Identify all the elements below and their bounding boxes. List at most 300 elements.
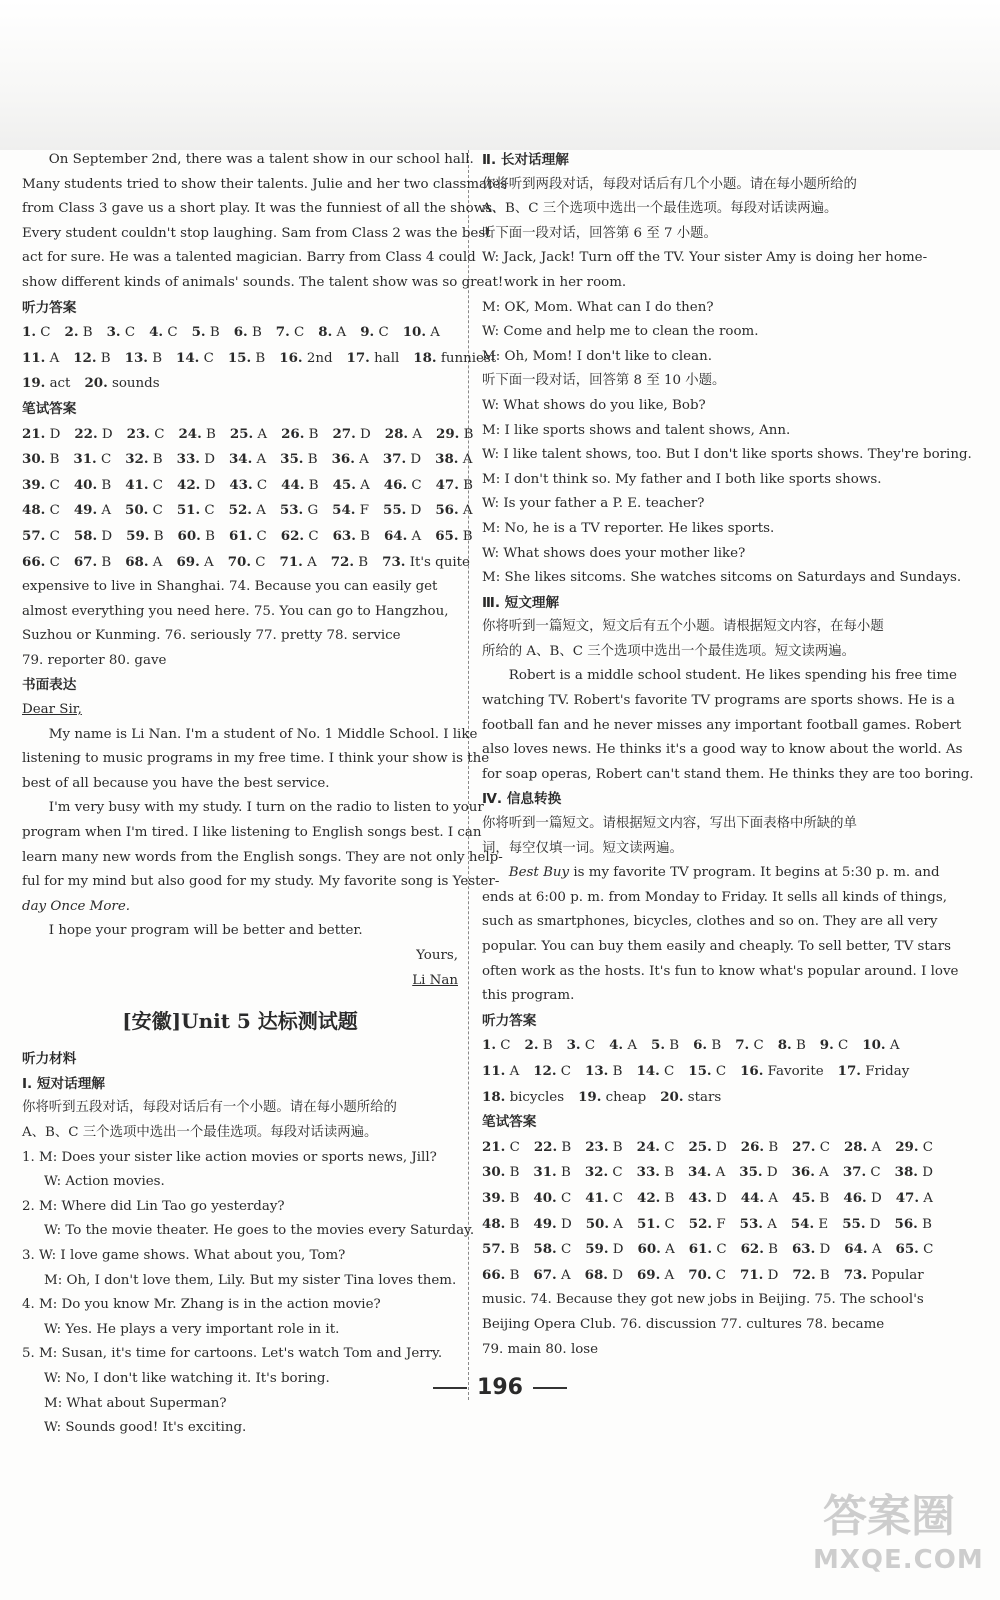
answer-number: 15. — [688, 1062, 712, 1079]
answer-item — [347, 346, 400, 372]
answer-value: bicycles — [509, 1089, 565, 1105]
answer-number: 12. — [533, 1062, 557, 1079]
answer-value: C — [922, 1139, 934, 1155]
answer-item — [482, 1085, 564, 1111]
answer-number: 69. — [176, 553, 200, 570]
answer-number: 35. — [739, 1164, 763, 1181]
conversation-line: M: I don't think so. My father and I both like sports shows. — [482, 471, 882, 487]
answer-value: C — [256, 477, 268, 493]
section1-instruction: 你将听到五段对话，每段对话后有一个小题。请在每小题所给的 — [22, 1100, 397, 1116]
answer-value: Friday — [865, 1063, 910, 1079]
answer-number: 42. — [177, 476, 201, 493]
answer-row — [22, 473, 474, 499]
answer-value: C — [40, 325, 51, 341]
answer-number: 71. — [740, 1266, 764, 1283]
answer-value: C — [560, 1190, 572, 1206]
answer-number: 60. — [177, 527, 201, 544]
answer-item — [792, 1135, 830, 1161]
answer-item — [125, 346, 162, 372]
answer-value: G — [307, 503, 319, 519]
answer-item — [127, 422, 165, 448]
answer-number: 42. — [637, 1189, 661, 1206]
passage-line: for soap operas, Robert can't stand them. He thinks they are too boring. — [482, 766, 974, 782]
answer-number: 72. — [792, 1266, 816, 1283]
answer-item — [567, 1033, 596, 1059]
answer-number: 23. — [126, 425, 150, 442]
answer-row — [482, 1135, 932, 1161]
answer-number: 58. — [73, 527, 98, 544]
answer-item — [688, 1160, 725, 1186]
passage-text: is my favorite TV program. It begins at 5:30 p. m. and — [569, 865, 940, 881]
section3-instruction: 所给的 A、B、C 三个选项中选出一个最佳选项。短文读两遍。 — [482, 643, 856, 659]
answer-item — [844, 1263, 924, 1289]
answer-item — [482, 1059, 519, 1085]
answer-item — [22, 550, 60, 576]
answer-item — [382, 550, 470, 576]
answer-value: F — [716, 1216, 726, 1232]
answer-value: C — [716, 1242, 727, 1258]
answer-number: 12. — [73, 349, 97, 366]
conversation-line: W: Is your father a P. E. teacher? — [482, 496, 705, 512]
answer-item — [22, 346, 59, 372]
letter-hope: I hope your program will be better and better. — [48, 923, 363, 939]
answer-value: A — [359, 452, 369, 468]
answer-row — [22, 422, 474, 448]
answer-number: 5. — [651, 1037, 665, 1054]
answer-row — [22, 550, 470, 576]
page-top-shade — [0, 0, 1000, 150]
answer-value: hall — [374, 350, 400, 366]
answer-value: D — [716, 1139, 727, 1155]
written-answer-line: almost everything you need here. 75. You can go to Hangzhou, — [22, 603, 449, 619]
answer-number: 54. — [332, 502, 356, 519]
answer-value: B — [462, 528, 473, 544]
answer-value: E — [818, 1216, 829, 1232]
answer-number: 27. — [332, 425, 356, 442]
written-answer-line: 79. reporter 80. gave — [22, 652, 167, 668]
answer-number: 13. — [585, 1062, 609, 1079]
answer-item — [73, 447, 111, 473]
answer-item — [609, 1033, 637, 1059]
answer-number: 64. — [383, 527, 408, 544]
answer-number: 8. — [318, 324, 333, 341]
answer-value: A — [101, 503, 112, 519]
watermark-logo: 答案圈 — [823, 1491, 955, 1542]
answer-number: 61. — [228, 527, 253, 544]
answer-item — [84, 371, 159, 397]
answer-item — [585, 1237, 623, 1263]
answer-item — [332, 447, 369, 473]
answer-item — [896, 1237, 934, 1263]
writing-title: 书面表达 — [22, 677, 77, 694]
section1-title: Ⅰ. 短对话理解 — [22, 1075, 105, 1092]
answer-number: 67. — [73, 553, 98, 570]
answer-item — [230, 422, 267, 448]
answer-value: B — [542, 1038, 553, 1054]
answer-item — [177, 473, 215, 499]
answer-item — [384, 524, 421, 550]
answer-item — [435, 524, 472, 550]
passage-line — [482, 861, 940, 886]
written-answer-line: 79. main 80. lose — [482, 1341, 599, 1357]
answer-value: sounds — [112, 376, 160, 392]
answer-item — [689, 1237, 727, 1263]
section2-title: Ⅱ. 长对话理解 — [482, 152, 569, 168]
story-line: act for sure. He was a talented magician. Barry from Class 4 could — [22, 250, 476, 266]
answer-value: A — [412, 426, 423, 442]
answer-value: B — [205, 528, 215, 544]
answer-value: B — [509, 1216, 520, 1232]
answer-value: stars — [687, 1089, 722, 1105]
written-answer-line: Suzhou or Kunming. 76. seriously 77. pretty 78. service — [22, 628, 401, 644]
answer-value: B — [509, 1165, 520, 1181]
answer-item — [178, 422, 215, 448]
answer-number: 11. — [482, 1062, 506, 1079]
answer-row — [482, 1263, 932, 1289]
answer-number: 16. — [279, 349, 303, 366]
answer-value: B — [206, 426, 216, 442]
answer-value: C — [255, 554, 266, 570]
written-answers-title: 笔试答案 — [482, 1114, 537, 1131]
answer-number: 19. — [578, 1088, 602, 1105]
answer-item — [778, 1033, 806, 1059]
answer-value: B — [768, 1242, 778, 1258]
answer-number: 22. — [533, 1138, 558, 1155]
answer-item — [792, 1263, 829, 1289]
answer-value: A — [307, 554, 317, 570]
answer-number: 37. — [842, 1164, 867, 1181]
answer-item — [637, 1212, 675, 1238]
answer-value: C — [612, 1190, 624, 1206]
letter-line: program when I'm tired. I like listening to English songs best. I can — [22, 825, 482, 841]
answer-value: C — [560, 1063, 572, 1079]
answer-number: 17. — [837, 1062, 861, 1079]
answer-item — [895, 1212, 932, 1238]
answer-item — [332, 498, 369, 524]
answer-value: B — [308, 477, 319, 493]
answer-value: C — [124, 325, 136, 341]
answer-value: A — [462, 503, 473, 519]
answer-value: D — [869, 1216, 881, 1232]
answer-value: C — [152, 503, 163, 519]
answer-number: 29. — [895, 1138, 919, 1155]
answer-value: C — [612, 1165, 623, 1181]
answer-number: 62. — [280, 527, 305, 544]
answer-number: 63. — [332, 527, 356, 544]
answer-item — [229, 447, 266, 473]
answer-item — [585, 1059, 622, 1085]
answer-item — [651, 1033, 679, 1059]
answer-value: C — [664, 1063, 675, 1079]
answer-value: B — [308, 426, 319, 442]
answer-number: 38. — [435, 451, 459, 468]
dialog-line: 2. M: Where did Lin Tao go yesterday? — [22, 1198, 285, 1214]
answer-number: 60. — [637, 1241, 661, 1258]
answer-value: Favorite — [767, 1063, 824, 1079]
answer-number: 64. — [844, 1241, 868, 1258]
answer-value: D — [410, 503, 422, 519]
answer-row — [22, 346, 497, 372]
answer-number: 36. — [331, 451, 355, 468]
answer-value: C — [664, 1139, 675, 1155]
answer-row — [22, 524, 473, 550]
answer-number: 38. — [894, 1164, 918, 1181]
answer-value: A — [627, 1038, 638, 1054]
conversation-line: M: Oh, Mom! I don't like to clean. — [482, 348, 712, 364]
answer-number: 70. — [227, 553, 251, 570]
letter-line: learn many new words from the English songs. They are not only help- — [22, 849, 503, 865]
passage-line: popular. You can buy them easily and cheaply. To sell better, TV stars — [482, 939, 952, 954]
answer-number: 24. — [178, 425, 202, 442]
answer-value: D — [716, 1190, 727, 1206]
answer-value: A — [768, 1190, 778, 1206]
story-line: On September 2nd, there was a talent show in our school hall. — [48, 152, 474, 167]
answer-value: B — [101, 554, 112, 570]
answer-number: 25. — [688, 1138, 712, 1155]
answer-value: A — [871, 1242, 882, 1258]
section4-title: Ⅳ. 信息转换 — [482, 791, 562, 808]
answer-number: 8. — [777, 1037, 792, 1054]
answer-item — [403, 320, 440, 346]
answer-row — [22, 320, 458, 346]
answer-item — [688, 1186, 726, 1212]
answer-value: D — [101, 528, 113, 544]
answer-number: 28. — [384, 425, 409, 442]
answer-item — [585, 1186, 623, 1212]
program-name: Best Buy — [508, 865, 570, 881]
dialog-line: 4. M: Do you know Mr. Zhang is in the action movie? — [22, 1297, 381, 1313]
conversation-line: M: No, he is a TV reporter. He likes sports. — [482, 520, 775, 536]
answer-item — [838, 1059, 910, 1085]
answer-value: A — [430, 325, 440, 341]
answer-number: 45. — [791, 1189, 816, 1206]
answer-item — [842, 1212, 880, 1238]
answer-number: 18. — [482, 1088, 506, 1105]
letter-name: Li Nan — [412, 972, 458, 988]
answer-item — [234, 320, 262, 346]
answer-row — [482, 1085, 932, 1111]
passage-line: this program. — [482, 988, 575, 1004]
answer-value: B — [360, 528, 370, 544]
answer-item — [22, 320, 51, 346]
dialog-line: W: Action movies. — [44, 1174, 165, 1190]
answer-item — [192, 320, 220, 346]
answer-row — [482, 1160, 932, 1186]
answer-item — [533, 1263, 570, 1289]
letter-greeting: Dear Sir, — [22, 702, 82, 718]
answer-number: 65. — [435, 527, 459, 544]
answer-number: 7. — [735, 1037, 750, 1054]
answer-value: C — [204, 503, 215, 519]
answer-item — [318, 320, 346, 346]
answer-item — [844, 1237, 881, 1263]
answer-number: 29. — [436, 425, 460, 442]
answer-value: F — [359, 503, 370, 519]
answer-item — [637, 1135, 675, 1161]
answer-item — [385, 422, 422, 448]
answer-number: 49. — [73, 502, 98, 519]
answer-item — [688, 1059, 726, 1085]
answer-item — [533, 1237, 571, 1263]
story-line: show different kinds of animals' sounds. The talent show was so great! — [22, 274, 504, 290]
section3-instruction: 你将听到一篇短文，短文后有五个小题。请根据短文内容，在每小题 — [482, 619, 884, 635]
answer-item — [333, 524, 370, 550]
answer-value: C — [49, 503, 60, 519]
answer-value: C — [560, 1242, 572, 1258]
answer-value: D — [410, 452, 422, 468]
answer-item — [792, 1186, 829, 1212]
watermark — [813, 1480, 984, 1575]
answer-item — [149, 320, 178, 346]
answer-item — [534, 1135, 571, 1161]
answer-item — [636, 1059, 674, 1085]
answer-number: 32. — [125, 451, 149, 468]
answer-number: 62. — [740, 1241, 764, 1258]
answer-number: 30. — [482, 1164, 506, 1181]
answer-item — [279, 346, 332, 372]
answer-value: A — [923, 1190, 933, 1206]
answer-value: B — [463, 426, 474, 442]
answer-value: C — [49, 528, 60, 544]
answer-value: D — [819, 1242, 831, 1258]
answer-number: 34. — [228, 451, 253, 468]
right-column — [482, 148, 974, 1362]
answer-item — [792, 1237, 830, 1263]
answer-number: 14. — [636, 1062, 660, 1079]
answer-item — [280, 498, 318, 524]
answer-item — [533, 1212, 571, 1238]
answer-item — [688, 1263, 726, 1289]
answer-item — [689, 1212, 726, 1238]
answer-number: 54. — [790, 1215, 815, 1232]
section2-instruction: 你将听到两段对话，每段对话后有几个小题。请在每小题所给的 — [482, 176, 857, 192]
answer-item — [862, 1033, 899, 1059]
answer-value: D — [204, 477, 216, 493]
answer-value: B — [101, 477, 112, 493]
answer-number: 68. — [125, 553, 149, 570]
answer-item — [126, 524, 163, 550]
answer-item — [281, 524, 319, 550]
answer-number: 26. — [281, 425, 305, 442]
dialog-line: W: To the movie theater. He goes to the movies every Saturday. — [44, 1223, 475, 1239]
dialog-line: M: What about Superman? — [44, 1395, 227, 1411]
answer-item — [533, 1160, 570, 1186]
answer-value: C — [411, 477, 422, 493]
answer-row — [22, 498, 473, 524]
answer-number: 21. — [22, 425, 46, 442]
answer-item — [280, 447, 317, 473]
passage-line: ends at 6:00 p. m. from Monday to Friday. It sells all kinds of things, — [482, 889, 947, 905]
answer-number: 67. — [533, 1266, 557, 1283]
page-number-text: 196 — [477, 1375, 523, 1400]
answer-number: 55. — [383, 502, 407, 519]
answer-item — [178, 524, 215, 550]
answer-item — [740, 1059, 824, 1085]
conversation-line: M: She likes sitcoms. She watches sitcoms on Saturdays and Sundays. — [482, 570, 962, 586]
answer-number: 45. — [332, 476, 356, 493]
answer-number: 10. — [862, 1037, 886, 1054]
letter-song: day Once More. — [22, 898, 131, 914]
answer-item — [229, 524, 267, 550]
listening-answers-title: 听力答案 — [22, 299, 77, 316]
answer-item — [435, 447, 472, 473]
answer-item — [22, 473, 60, 499]
answer-number: 57. — [482, 1241, 506, 1258]
answer-item — [22, 447, 59, 473]
answer-number: 55. — [842, 1215, 866, 1232]
answer-number: 40. — [533, 1189, 557, 1206]
answer-value: C — [49, 554, 60, 570]
answer-item — [660, 1085, 721, 1111]
answer-number: 9. — [360, 324, 375, 341]
answer-item — [585, 1263, 623, 1289]
answer-number: 33. — [636, 1164, 660, 1181]
letter-close: Yours, — [416, 948, 458, 963]
answer-number: 71. — [279, 553, 303, 570]
answer-value: D — [360, 426, 371, 442]
answer-item — [843, 1160, 881, 1186]
answer-value: D — [101, 426, 113, 442]
answer-item — [585, 1160, 623, 1186]
answer-number: 73. — [382, 553, 406, 570]
answer-value: B — [664, 1190, 675, 1206]
answer-value: B — [307, 452, 318, 468]
answer-item — [820, 1033, 849, 1059]
answer-number: 10. — [402, 324, 426, 341]
answer-value: D — [922, 1165, 933, 1181]
answer-number: 3. — [566, 1037, 581, 1054]
answer-item — [125, 498, 163, 524]
answer-item — [125, 473, 163, 499]
answer-item — [177, 498, 215, 524]
answer-row — [482, 1212, 932, 1238]
answer-number: 48. — [482, 1215, 506, 1232]
answer-value: A — [560, 1267, 571, 1283]
answer-item — [436, 422, 473, 448]
answer-number: 6. — [693, 1037, 708, 1054]
answer-value: D — [612, 1267, 623, 1283]
answer-item — [360, 320, 389, 346]
answer-number: 37. — [382, 451, 407, 468]
answer-item — [578, 1085, 646, 1111]
answer-item — [125, 550, 162, 576]
answer-number: 2. — [524, 1037, 539, 1054]
answer-value: C — [509, 1139, 520, 1155]
answer-value: B — [100, 350, 111, 366]
answer-value: A — [613, 1216, 623, 1232]
answer-item — [896, 1186, 933, 1212]
answer-item — [792, 1160, 829, 1186]
answer-item — [228, 346, 265, 372]
answer-value: B — [153, 528, 164, 544]
answer-value: B — [768, 1139, 779, 1155]
conversation-line: M: OK, Mom. What can I do then? — [482, 299, 714, 315]
answer-value: A — [49, 350, 60, 366]
answer-number: 28. — [843, 1138, 868, 1155]
answer-value: A — [204, 554, 214, 570]
answer-item — [637, 1160, 674, 1186]
answer-item — [436, 473, 473, 499]
answer-value: B — [669, 1038, 680, 1054]
answer-item — [637, 1263, 674, 1289]
letter-line: My name is Li Nan. I'm a student of No. 1 Middle School. I like — [48, 726, 478, 742]
conversation-line: W: What shows does your mother like? — [482, 545, 746, 561]
conversation-line: W: What shows do you like, Bob? — [482, 397, 706, 413]
answer-value: A — [411, 528, 422, 544]
answer-value: B — [795, 1038, 806, 1054]
answer-number: 36. — [791, 1164, 815, 1181]
answer-number: 46. — [383, 476, 408, 493]
